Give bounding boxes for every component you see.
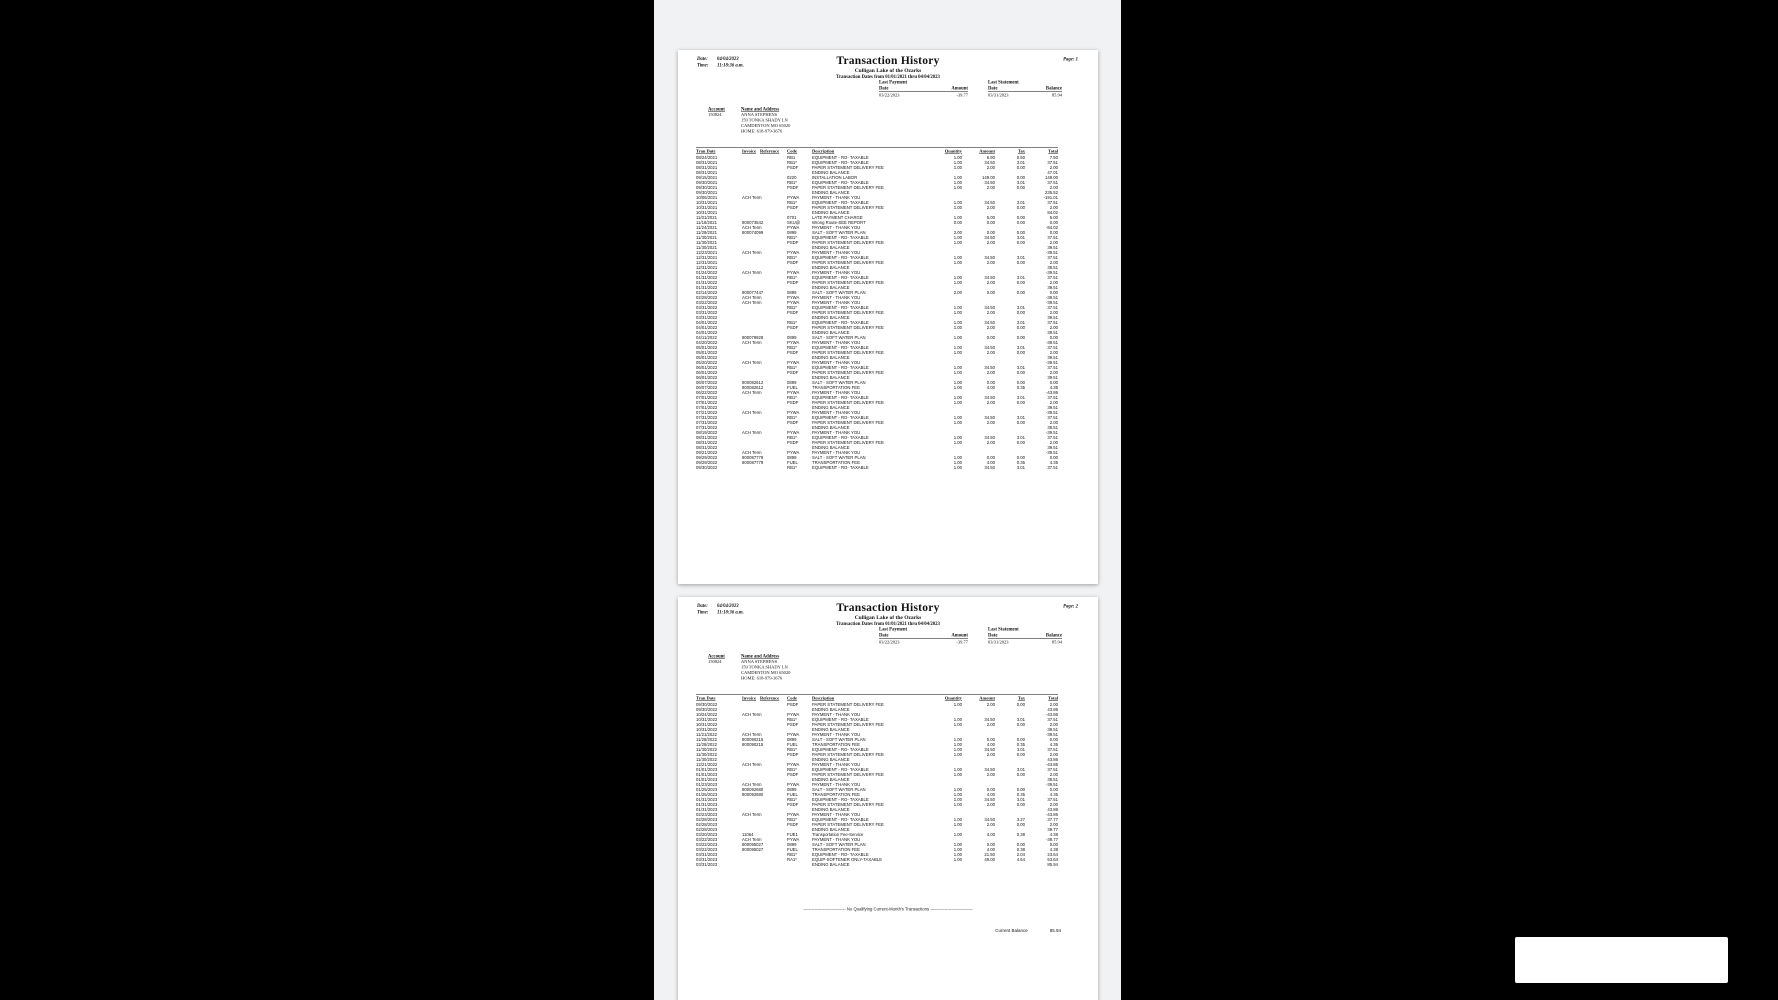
table-row: 03/31/2023 ENDING BALANCE 85.94 xyxy=(696,862,1058,867)
table-row: 02/28/2023 RB1* EQUIPMENT - RO- TAXABLE 1.00 34.50 3.27 37.77 xyxy=(696,817,1058,822)
table-row: 01/31/2022 RB1* EQUIPMENT - RO- TAXABLE 1.00 34.50 3.01 37.51 xyxy=(696,275,1058,280)
table-row: 01/31/2023 ENDING BALANCE 43.86 xyxy=(696,807,1058,812)
last-payment-date-label: Date xyxy=(879,86,889,91)
table-row: 04/20/2022 ACH Term PYWA PAYMENT - THANK YOU -39.51 xyxy=(696,340,1058,345)
table-row: 09/30/2022 ENDING BALANCE 43.86 xyxy=(696,707,1058,712)
report-title: Transaction History xyxy=(836,601,940,614)
table-row: 05/01/2022 PSDF PAPER STATEMENT DELIVERY FEE 1.00 2.00 0.00 2.00 xyxy=(696,350,1058,355)
company-name: Culligan Lake of the Ozarks xyxy=(854,67,922,74)
table-row: 12/31/2021 ENDING BALANCE 39.51 xyxy=(696,265,1058,270)
table-row: 11/29/2021 800074099 0899 SALT - SOFT WATER PLAN 2.00 0.00 0.00 0.00 xyxy=(696,230,1058,235)
name-address-block xyxy=(741,654,790,681)
table-row: 02/14/2022 800077447 0899 SALT - SOFT WATER PLAN 2.00 0.00 0.00 0.00 xyxy=(696,290,1058,295)
col-amount: Amount xyxy=(979,148,995,154)
col-description: Description xyxy=(812,148,835,154)
table-row: 11/21/2022 ACH Term PYWA PAYMENT - THANK YOU -39.51 xyxy=(696,732,1058,737)
last-statement-balance: 85.94 xyxy=(1051,92,1062,98)
table-row: 01/01/2023 RB1* EQUIPMENT - RO- TAXABLE 1.00 34.50 3.01 37.51 xyxy=(696,767,1058,772)
printed-date-label: Date: xyxy=(697,56,708,62)
table-row: 11/30/2021 PSDF PAPER STATEMENT DELIVERY FEE 1.00 2.00 0.00 2.00 xyxy=(696,240,1058,245)
printed-date: 04/04/2023 xyxy=(717,56,739,62)
table-row: 09/21/2022 ACH Term PYWA PAYMENT - THANK YOU -39.51 xyxy=(696,450,1058,455)
table-row: 04/01/2022 ENDING BALANCE 39.51 xyxy=(696,330,1058,335)
table-row: 12/23/2021 ACH Term PYWA PAYMENT - THANK YOU -39.51 xyxy=(696,250,1058,255)
table-row: 07/21/2022 ACH Term PYWA PAYMENT - THANK YOU -39.51 xyxy=(696,410,1058,415)
table-row: 07/31/2022 RB1* EQUIPMENT - RO- TAXABLE 1.00 34.50 3.01 37.51 xyxy=(696,415,1058,420)
table-row: 02/28/2023 ENDING BALANCE 39.77 xyxy=(696,827,1058,832)
last-statement-date: 03/31/2023 xyxy=(988,639,1009,645)
table-row: 05/01/2022 ENDING BALANCE 39.51 xyxy=(696,355,1058,360)
table-header-row xyxy=(696,694,1058,702)
customer-phone: HOME: 618-979-3676 xyxy=(741,128,783,134)
table-row: 06/22/2022 ACH Term PYWA PAYMENT - THANK YOU -43.86 xyxy=(696,390,1058,395)
last-statement-balance-label: Balance xyxy=(1045,633,1062,638)
table-row: 10/24/2022 ACH Term PYWA PAYMENT - THANK YOU -43.86 xyxy=(696,712,1058,717)
table-row: 10/31/2021 ENDING BALANCE 84.02 xyxy=(696,210,1058,215)
col-tax: Tax xyxy=(1017,695,1025,701)
table-row: 03/22/2023 ACH Term PYWA PAYMENT - THANK YOU -39.77 xyxy=(696,837,1058,842)
table-row: 09/30/2021 ENDING BALANCE 235.52 xyxy=(696,190,1058,195)
col-amount: Amount xyxy=(979,695,995,701)
table-row: 09/30/2021 PSDF PAPER STATEMENT DELIVERY FEE 1.00 2.00 0.00 2.00 xyxy=(696,185,1058,190)
col-total: Total xyxy=(1048,695,1058,701)
table-row: 12/21/2022 ACH Term PYWA PAYMENT - THANK YOU -43.86 xyxy=(696,762,1058,767)
col-tran-date: Tran Date xyxy=(696,148,716,154)
table-row: 07/31/2022 PSDF PAPER STATEMENT DELIVERY FEE 1.00 2.00 0.00 2.00 xyxy=(696,420,1058,425)
customer-address2: CAMDENTON MO 65020 xyxy=(741,670,791,675)
customer-name: ANNA STEPHENS xyxy=(741,112,778,117)
col-code: Code xyxy=(787,695,797,701)
last-payment-label: Last Payment xyxy=(879,80,908,85)
table-row: 08/31/2021 PSDF PAPER STATEMENT DELIVERY FEE 1.00 2.00 0.00 2.00 xyxy=(696,165,1058,170)
table-row: 01/23/2023 ACH Term PYWA PAYMENT - THANK YOU -39.51 xyxy=(696,782,1058,787)
table-row: 03/31/2022 PSDF PAPER STATEMENT DELIVERY FEE 1.00 2.00 0.00 2.00 xyxy=(696,310,1058,315)
col-total: Total xyxy=(1048,148,1058,154)
last-payment-date-label: Date xyxy=(879,633,889,638)
name-address-block xyxy=(741,107,790,134)
table-row: 05/20/2022 ACH Term PYWA PAYMENT - THANK YOU -39.51 xyxy=(696,360,1058,365)
table-row: 09/29/2022 800087779 0899 SALT - SOFT WATER PLAN 1.00 0.00 0.00 0.00 xyxy=(696,455,1058,460)
last-statement-block xyxy=(988,80,1062,98)
customer-name: ANNA STEPHENS xyxy=(741,659,778,664)
printed-date-label: Date: xyxy=(697,603,708,609)
table-row: 10/31/2022 PSDF PAPER STATEMENT DELIVERY FEE 1.00 2.00 0.00 2.00 xyxy=(696,722,1058,727)
col-quantity: Quantity xyxy=(944,148,962,154)
last-payment-block xyxy=(879,627,968,645)
table-row: 03/31/2023 RA1* EQUIP-SOFTENER ONLY-TAXABLE 1.00 49.00 4.64 53.64 xyxy=(696,857,1058,862)
last-payment-block xyxy=(879,80,968,98)
table-row: 02/28/2022 ACH Term PYWA PAYMENT - THANK YOU -39.51 xyxy=(696,295,1058,300)
table-row: 03/31/2023 RB1* EQUIPMENT - RO- TAXABLE 1.00 21.50 2.04 23.54 xyxy=(696,852,1058,857)
col-tran-date: Tran Date xyxy=(696,695,716,701)
table-row: 12/31/2021 PSDF PAPER STATEMENT DELIVERY FEE 1.00 2.00 0.00 2.00 xyxy=(696,260,1058,265)
table-row: 09/29/2022 800087779 FUEL TRANSPORTATION FEE 1.00 4.00 0.35 4.35 xyxy=(696,460,1058,465)
table-row: 12/31/2021 RB1* EQUIPMENT - RO- TAXABLE 1.00 34.50 3.01 37.51 xyxy=(696,255,1058,260)
table-row: 04/01/2022 PSDF PAPER STATEMENT DELIVERY FEE 1.00 2.00 0.00 2.00 xyxy=(696,325,1058,330)
table-row: 06/01/2022 ENDING BALANCE 39.51 xyxy=(696,375,1058,380)
account-block xyxy=(708,654,725,664)
last-payment-amount: -39.77 xyxy=(956,639,968,645)
table-row: 11/01/2021 0701 LATE PAYMENT CHARGE 1.00 5.00 0.00 5.00 xyxy=(696,215,1058,220)
printed-time-label: Time: xyxy=(697,63,709,68)
table-header-row xyxy=(696,147,1058,155)
page-number: Page: 2 xyxy=(1063,604,1078,609)
table-row: 01/31/2022 ENDING BALANCE 39.51 xyxy=(696,285,1058,290)
account-block xyxy=(708,107,725,117)
last-statement-balance-label: Balance xyxy=(1045,86,1062,91)
table-row: 04/11/2022 800079928 0899 SALT - SOFT WATER PLAN 1.00 0.00 0.00 0.00 xyxy=(696,335,1058,340)
no-qualifying-transactions-note: ------------------------------ No Qualifying Current-Month's Transactions ------------------------------ xyxy=(803,906,973,912)
last-statement-label: Last Statement xyxy=(988,80,1019,85)
table-row: 11/18/2021 800073542 SKU@ Wrong Route-SEE REPORT 0.00 0.00 0.00 0.00 xyxy=(696,220,1058,225)
account-label: Account xyxy=(708,654,725,659)
table-row: 05/01/2022 RB1* EQUIPMENT - RO- TAXABLE 1.00 34.50 3.01 37.51 xyxy=(696,345,1058,350)
date-range: Transaction Dates from 01/01/2021 thru 04/04/2023 xyxy=(836,621,940,627)
current-balance-label: Current Balance xyxy=(995,928,1028,933)
table-row: 08/31/2021 RB1* EQUIPMENT - RO- TAXABLE 1.00 34.50 3.01 37.51 xyxy=(696,160,1058,165)
table-row: 07/01/2022 PSDF PAPER STATEMENT DELIVERY FEE 1.00 2.00 0.00 2.00 xyxy=(696,400,1058,405)
current-balance-value: 85.94 xyxy=(1049,928,1061,933)
table-body xyxy=(696,702,1058,867)
report-page-1 xyxy=(678,50,1098,584)
customer-address1: 159 TONKA SHADY LN xyxy=(741,117,788,123)
table-row: 03/22/2023 800095027 0899 SALT - SOFT WATER PLAN 1.00 0.00 0.00 0.00 xyxy=(696,842,1058,847)
printed-time: 11:18:36 a.m. xyxy=(717,610,744,615)
table-row: 11/28/2022 800090215 0899 SALT - SOFT WATER PLAN 1.00 0.00 0.00 0.00 xyxy=(696,737,1058,742)
table-row: 08/31/2022 RB1* EQUIPMENT - RO- TAXABLE 1.00 34.50 3.01 37.51 xyxy=(696,435,1058,440)
table-row: 03/20/2023 11064 FUE1 Transportation Fee-Service 1.00 4.00 0.38 4.38 xyxy=(696,832,1058,837)
last-statement-block xyxy=(988,627,1062,645)
table-row: 08/31/2021 ENDING BALANCE 47.01 xyxy=(696,170,1058,175)
table-row: 11/30/2022 ENDING BALANCE 43.86 xyxy=(696,757,1058,762)
report-header xyxy=(678,601,1098,627)
table-row: 07/01/2022 ENDING BALANCE 39.51 xyxy=(696,405,1058,410)
last-payment-amount-label: Amount xyxy=(951,86,968,91)
white-overlay-box xyxy=(1515,937,1728,983)
table-row: 06/01/2022 PSDF PAPER STATEMENT DELIVERY FEE 1.00 2.00 0.00 2.00 xyxy=(696,370,1058,375)
last-payment-date: 03/22/2023 xyxy=(879,92,900,98)
table-row: 08/31/2022 PSDF PAPER STATEMENT DELIVERY FEE 1.00 2.00 0.00 2.00 xyxy=(696,440,1058,445)
table-row: 01/25/2023 800092680 0899 SALT - SOFT WATER PLAN 1.00 0.00 0.00 0.00 xyxy=(696,787,1058,792)
table-row: 01/01/2023 PSDF PAPER STATEMENT DELIVERY FEE 1.00 2.00 0.00 2.00 xyxy=(696,772,1058,777)
table-row: 11/30/2022 RB1* EQUIPMENT - RO- TAXABLE 1.00 34.50 3.01 37.51 xyxy=(696,747,1058,752)
company-name: Culligan Lake of the Ozarks xyxy=(854,614,922,621)
customer-phone: HOME: 618-979-3676 xyxy=(741,675,783,681)
table-row: 03/22/2023 800095027 FUEL TRANSPORTATION FEE 1.00 4.00 0.38 4.38 xyxy=(696,847,1058,852)
account-number: 150824 xyxy=(708,659,722,664)
date-range: Transaction Dates from 01/01/2021 thru 04/04/2023 xyxy=(836,74,940,80)
page-number: Page: 1 xyxy=(1063,57,1078,62)
table-row: 10/31/2021 RB1* EQUIPMENT - RO- TAXABLE 1.00 34.50 3.01 37.51 xyxy=(696,200,1058,205)
col-code: Code xyxy=(787,148,797,154)
last-statement-balance: 85.94 xyxy=(1051,639,1062,645)
table-row: 03/31/2022 ENDING BALANCE 39.51 xyxy=(696,315,1058,320)
last-payment-amount-label: Amount xyxy=(951,633,968,638)
table-row: 08/31/2022 ENDING BALANCE 39.51 xyxy=(696,445,1058,450)
table-row: 06/07/2022 800082612 FUEL TRANSPORTATION FEE 1.00 4.00 0.35 4.35 xyxy=(696,385,1058,390)
table-row: 01/31/2023 RB1* EQUIPMENT - RO- TAXABLE 1.00 34.50 3.01 37.51 xyxy=(696,797,1058,802)
table-row: 03/31/2022 RB1* EQUIPMENT - RO- TAXABLE 1.00 34.50 3.01 37.51 xyxy=(696,305,1058,310)
last-statement-date: 03/31/2023 xyxy=(988,92,1009,98)
account-label: Account xyxy=(708,107,725,112)
last-statement-date-label: Date xyxy=(988,86,998,91)
printed-time: 11:18:36 a.m. xyxy=(717,63,744,68)
table-row: 11/30/2022 PSDF PAPER STATEMENT DELIVERY FEE 1.00 2.00 0.00 2.00 xyxy=(696,752,1058,757)
col-quantity: Quantity xyxy=(944,695,962,701)
table-row: 11/30/2021 ENDING BALANCE 39.51 xyxy=(696,245,1058,250)
last-statement-label: Last Statement xyxy=(988,627,1019,632)
table-row: 04/01/2022 RB1* EQUIPMENT - RO- TAXABLE 1.00 34.50 3.01 37.51 xyxy=(696,320,1058,325)
transaction-table xyxy=(696,147,1058,470)
name-address-label: Name and Address xyxy=(741,654,780,659)
last-payment-label: Last Payment xyxy=(879,627,908,632)
account-number: 150824 xyxy=(708,112,722,117)
current-balance-row xyxy=(995,928,1061,933)
table-row: 01/24/2022 ACH Term PYWA PAYMENT - THANK YOU -39.51 xyxy=(696,270,1058,275)
table-row: 03/22/2022 ACH Term PYWA PAYMENT - THANK YOU -39.51 xyxy=(696,300,1058,305)
printed-date: 04/04/2023 xyxy=(717,603,739,609)
table-row: 07/01/2022 RB1* EQUIPMENT - RO- TAXABLE 1.00 34.50 3.01 37.51 xyxy=(696,395,1058,400)
table-row: 11/30/2021 RB1* EQUIPMENT - RO- TAXABLE 1.00 34.50 3.01 37.51 xyxy=(696,235,1058,240)
name-address-label: Name and Address xyxy=(741,107,780,112)
table-row: 08/19/2022 ACH Term PYWA PAYMENT - THANK YOU -39.51 xyxy=(696,430,1058,435)
report-title: Transaction History xyxy=(836,54,940,67)
table-row: 10/06/2021 ACH Term PYWA PAYMENT - THANK YOU -191.01 xyxy=(696,195,1058,200)
table-row: 10/31/2022 RB1* EQUIPMENT - RO- TAXABLE 1.00 34.50 3.01 37.51 xyxy=(696,717,1058,722)
customer-address1: 159 TONKA SHADY LN xyxy=(741,664,788,670)
last-payment-date: 03/22/2023 xyxy=(879,639,900,645)
printed-time-label: Time: xyxy=(697,610,709,615)
customer-address2: CAMDENTON MO 65020 xyxy=(741,123,791,128)
last-payment-amount: -39.77 xyxy=(956,92,968,98)
table-row: 02/28/2023 PSDF PAPER STATEMENT DELIVERY FEE 1.00 2.00 0.00 2.00 xyxy=(696,822,1058,827)
table-body xyxy=(696,155,1058,470)
report-header xyxy=(678,54,1098,80)
table-row: 10/31/2021 PSDF PAPER STATEMENT DELIVERY FEE 1.00 2.00 0.00 2.00 xyxy=(696,205,1058,210)
col-description: Description xyxy=(812,695,835,701)
report-page-2 xyxy=(678,597,1098,1000)
col-invoice-reference: Invoice Reference xyxy=(742,695,780,701)
table-row: 09/15/2021 0220 INSTALLATION LABOR 1.00 149.00 0.00 149.00 xyxy=(696,175,1058,180)
table-row: 01/01/2023 ENDING BALANCE 39.51 xyxy=(696,777,1058,782)
table-row: 11/28/2022 800090215 FUEL TRANSPORTATION FEE 1.00 4.00 0.35 4.35 xyxy=(696,742,1058,747)
col-tax: Tax xyxy=(1017,148,1025,154)
table-row: 01/25/2023 800092680 FUEL TRANSPORTATION FEE 1.00 4.00 0.35 4.35 xyxy=(696,792,1058,797)
table-row: 07/31/2022 ENDING BALANCE 39.51 xyxy=(696,425,1058,430)
table-row: 02/23/2023 ACH Term PYWA PAYMENT - THANK YOU -43.86 xyxy=(696,812,1058,817)
table-row: 08/24/2021 RB1 EQUIPMENT - RO- TAXABLE 1.00 6.90 0.60 7.50 xyxy=(696,155,1058,160)
table-row: 09/30/2022 RB1* EQUIPMENT - RO- TAXABLE 1.00 34.50 3.01 37.51 xyxy=(696,465,1058,470)
table-row: 06/07/2022 800082612 0899 SALT - SOFT WATER PLAN 1.00 0.00 0.00 0.00 xyxy=(696,380,1058,385)
table-row: 01/31/2022 PSDF PAPER STATEMENT DELIVERY FEE 1.00 2.00 0.00 2.00 xyxy=(696,280,1058,285)
col-invoice-reference: Invoice Reference xyxy=(742,148,780,154)
table-row: 06/01/2022 RB1* EQUIPMENT - RO- TAXABLE 1.00 34.50 3.01 37.51 xyxy=(696,365,1058,370)
document-viewer-scroll-area[interactable] xyxy=(654,0,1121,1000)
transaction-table xyxy=(696,694,1058,867)
table-row: 09/30/2021 RB1* EQUIPMENT - RO- TAXABLE 1.00 34.50 3.01 37.51 xyxy=(696,180,1058,185)
last-statement-date-label: Date xyxy=(988,633,998,638)
table-row: 11/24/2021 ACH Term PYWA PAYMENT - THANK YOU -84.02 xyxy=(696,225,1058,230)
table-row: 01/31/2023 PSDF PAPER STATEMENT DELIVERY FEE 1.00 2.00 0.00 2.00 xyxy=(696,802,1058,807)
table-row: 09/30/2022 PSDF PAPER STATEMENT DELIVERY FEE 1.00 2.00 0.00 2.00 xyxy=(696,702,1058,707)
table-row: 10/31/2022 ENDING BALANCE 39.51 xyxy=(696,727,1058,732)
